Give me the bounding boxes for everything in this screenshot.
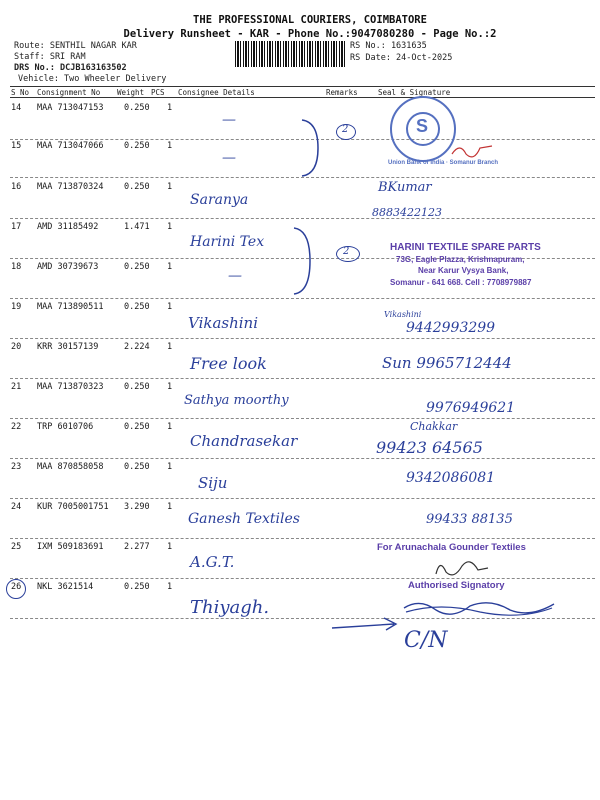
header-bottom-rule: [10, 97, 595, 98]
arrow-mark: [330, 610, 400, 636]
handwritten-phone: 9342086081: [406, 470, 496, 486]
handwritten-cn: C/N: [404, 628, 448, 653]
weight-cell: 2.277: [124, 542, 150, 552]
sno-cell: 24: [11, 502, 22, 512]
col-weight: Weight: [117, 88, 145, 97]
handwritten-consignee: Chandrasekar: [190, 432, 298, 450]
bank-seal-stamp: [390, 96, 456, 162]
signature-scribble: [432, 556, 492, 580]
weight-cell: 0.250: [124, 262, 150, 272]
handwritten-dash: —: [222, 150, 236, 166]
consignment-cell: MAA 713047066: [37, 141, 104, 151]
pcs-cell: 1: [167, 502, 173, 512]
remark-text: 2: [343, 246, 350, 257]
weight-cell: 0.250: [124, 103, 150, 113]
agt-stamp-name: For Arunachala Gounder Textiles: [377, 542, 526, 553]
bank-logo-icon: S: [416, 116, 429, 136]
table-row: [10, 179, 595, 219]
consignment-cell: MAA 713870324: [37, 182, 104, 192]
weight-cell: 0.250: [124, 141, 150, 151]
col-consignee: Consignee Details: [178, 88, 255, 97]
consignment-cell: IXM 509183691: [37, 542, 104, 552]
pcs-cell: 1: [167, 182, 173, 192]
weight-cell: 2.224: [124, 342, 150, 352]
weight-cell: 3.290: [124, 502, 150, 512]
handwritten-phone: Sun 9965712444: [382, 354, 512, 372]
consignment-cell: MAA 713890511: [37, 302, 104, 312]
handwritten-consignee: A.G.T.: [190, 553, 235, 571]
handwritten-consignee: Vikashini: [188, 314, 259, 332]
sno-cell: 17: [11, 222, 22, 232]
staff-label: Staff: SRI RAM: [14, 52, 86, 62]
pcs-cell: 1: [167, 342, 173, 352]
pcs-cell: 1: [167, 542, 173, 552]
header-top-rule: [10, 86, 595, 87]
harini-stamp-address: 73G, Eagle Plazza, Krishnapuram,: [396, 255, 525, 264]
consignment-cell: MAA 713870323: [37, 382, 104, 392]
bank-seal-text: Union Bank of India · Somanur Branch: [388, 160, 499, 166]
handwritten-signature: BKumar: [378, 180, 432, 195]
pcs-cell: 1: [167, 422, 173, 432]
col-pcs: PCS: [151, 88, 165, 97]
consignment-cell: MAA 870858058: [37, 462, 104, 472]
sno-cell: 20: [11, 342, 22, 352]
handwritten-phone: 99423 64565: [376, 438, 483, 457]
sno-circle: [6, 579, 26, 599]
weight-cell: 0.250: [124, 302, 150, 312]
sno-cell: 25: [11, 542, 22, 552]
sno-cell: 26: [11, 582, 22, 592]
consignment-cell: KUR 7005001751: [37, 502, 109, 512]
rs-number: RS No.: 1631635: [350, 41, 427, 51]
harini-stamp-address: Near Karur Vysya Bank,: [418, 266, 509, 275]
barcode: [235, 41, 345, 67]
handwritten-phone: 8883422123: [372, 206, 442, 219]
handwritten-phone: 9976949621: [426, 400, 516, 416]
sno-cell: 16: [11, 182, 22, 192]
weight-cell: 1.471: [124, 222, 150, 232]
weight-cell: 0.250: [124, 182, 150, 192]
rs-date: RS Date: 24-Oct-2025: [350, 53, 453, 63]
runsheet-subtitle: Delivery Runsheet - KAR - Phone No.:9047080280 - Page No.:2: [123, 28, 497, 40]
handwritten-consignee: Harini Tex: [190, 234, 265, 250]
sno-cell: 18: [11, 262, 22, 272]
table-row: [10, 459, 595, 499]
handwritten-consignee: Sathya moorthy: [184, 393, 289, 408]
table-row: [10, 299, 595, 339]
bracket-mark: [300, 118, 330, 178]
handwritten-consignee: Thiyagh.: [190, 597, 270, 618]
harini-stamp-address: Somanur - 641 668. Cell : 7708979887: [390, 278, 532, 287]
pcs-cell: 1: [167, 103, 173, 113]
table-row: [10, 419, 595, 459]
consignment-cell: AMD 31185492: [37, 222, 99, 232]
bracket-mark: [292, 226, 322, 296]
pcs-cell: 1: [167, 462, 173, 472]
handwritten-signature: Chakkar: [410, 420, 458, 433]
weight-cell: 0.250: [124, 462, 150, 472]
signature-scribble: [450, 140, 495, 162]
handwritten-phone: 9442993299: [406, 320, 496, 336]
col-seal: Seal & Signature: [378, 88, 451, 97]
consignment-cell: KRR 30157139: [37, 342, 99, 352]
authorised-signatory: Authorised Signatory: [408, 580, 505, 591]
weight-cell: 0.250: [124, 422, 150, 432]
remark-text: 2: [342, 124, 349, 135]
handwritten-consignee: Free look: [190, 354, 267, 373]
sno-cell: 22: [11, 422, 22, 432]
pcs-cell: 1: [167, 141, 173, 151]
col-sno: S No: [11, 88, 30, 97]
handwritten-consignee: Siju: [198, 474, 228, 492]
pcs-cell: 1: [167, 222, 173, 232]
handwritten-consignee: Ganesh Textiles: [188, 511, 300, 527]
pcs-cell: 1: [167, 582, 173, 592]
sno-cell: 19: [11, 302, 22, 312]
drs-label: DRS No.: DCJB163163502: [14, 63, 127, 73]
sno-cell: 23: [11, 462, 22, 472]
pcs-cell: 1: [167, 302, 173, 312]
handwritten-dash: —: [228, 268, 242, 284]
weight-cell: 0.250: [124, 382, 150, 392]
consignment-cell: MAA 713047153: [37, 103, 104, 113]
sno-cell: 14: [11, 103, 22, 113]
handwritten-signature: Vikashini: [384, 310, 422, 319]
route-label: Route: SENTHIL NAGAR KAR: [14, 41, 137, 51]
handwritten-consignee: Saranya: [190, 192, 249, 208]
consignment-cell: AMD 30739673: [37, 262, 99, 272]
consignment-cell: TRP 6010706: [37, 422, 94, 432]
col-remarks: Remarks: [326, 88, 358, 97]
company-title: THE PROFESSIONAL COURIERS, COIMBATORE: [193, 14, 427, 26]
weight-cell: 0.250: [124, 582, 150, 592]
scratched-signature: [400, 596, 560, 622]
vehicle-label: Vehicle: Two Wheeler Delivery: [18, 74, 167, 84]
col-consignment: Consignment No: [37, 88, 101, 97]
handwritten-dash: —: [222, 112, 236, 128]
pcs-cell: 1: [167, 382, 173, 392]
harini-stamp-name: HARINI TEXTILE SPARE PARTS: [390, 242, 541, 253]
sno-cell: 21: [11, 382, 22, 392]
handwritten-phone: 99433 88135: [426, 512, 513, 527]
consignment-cell: NKL 3621514: [37, 582, 94, 592]
pcs-cell: 1: [167, 262, 173, 272]
sno-cell: 15: [11, 141, 22, 151]
